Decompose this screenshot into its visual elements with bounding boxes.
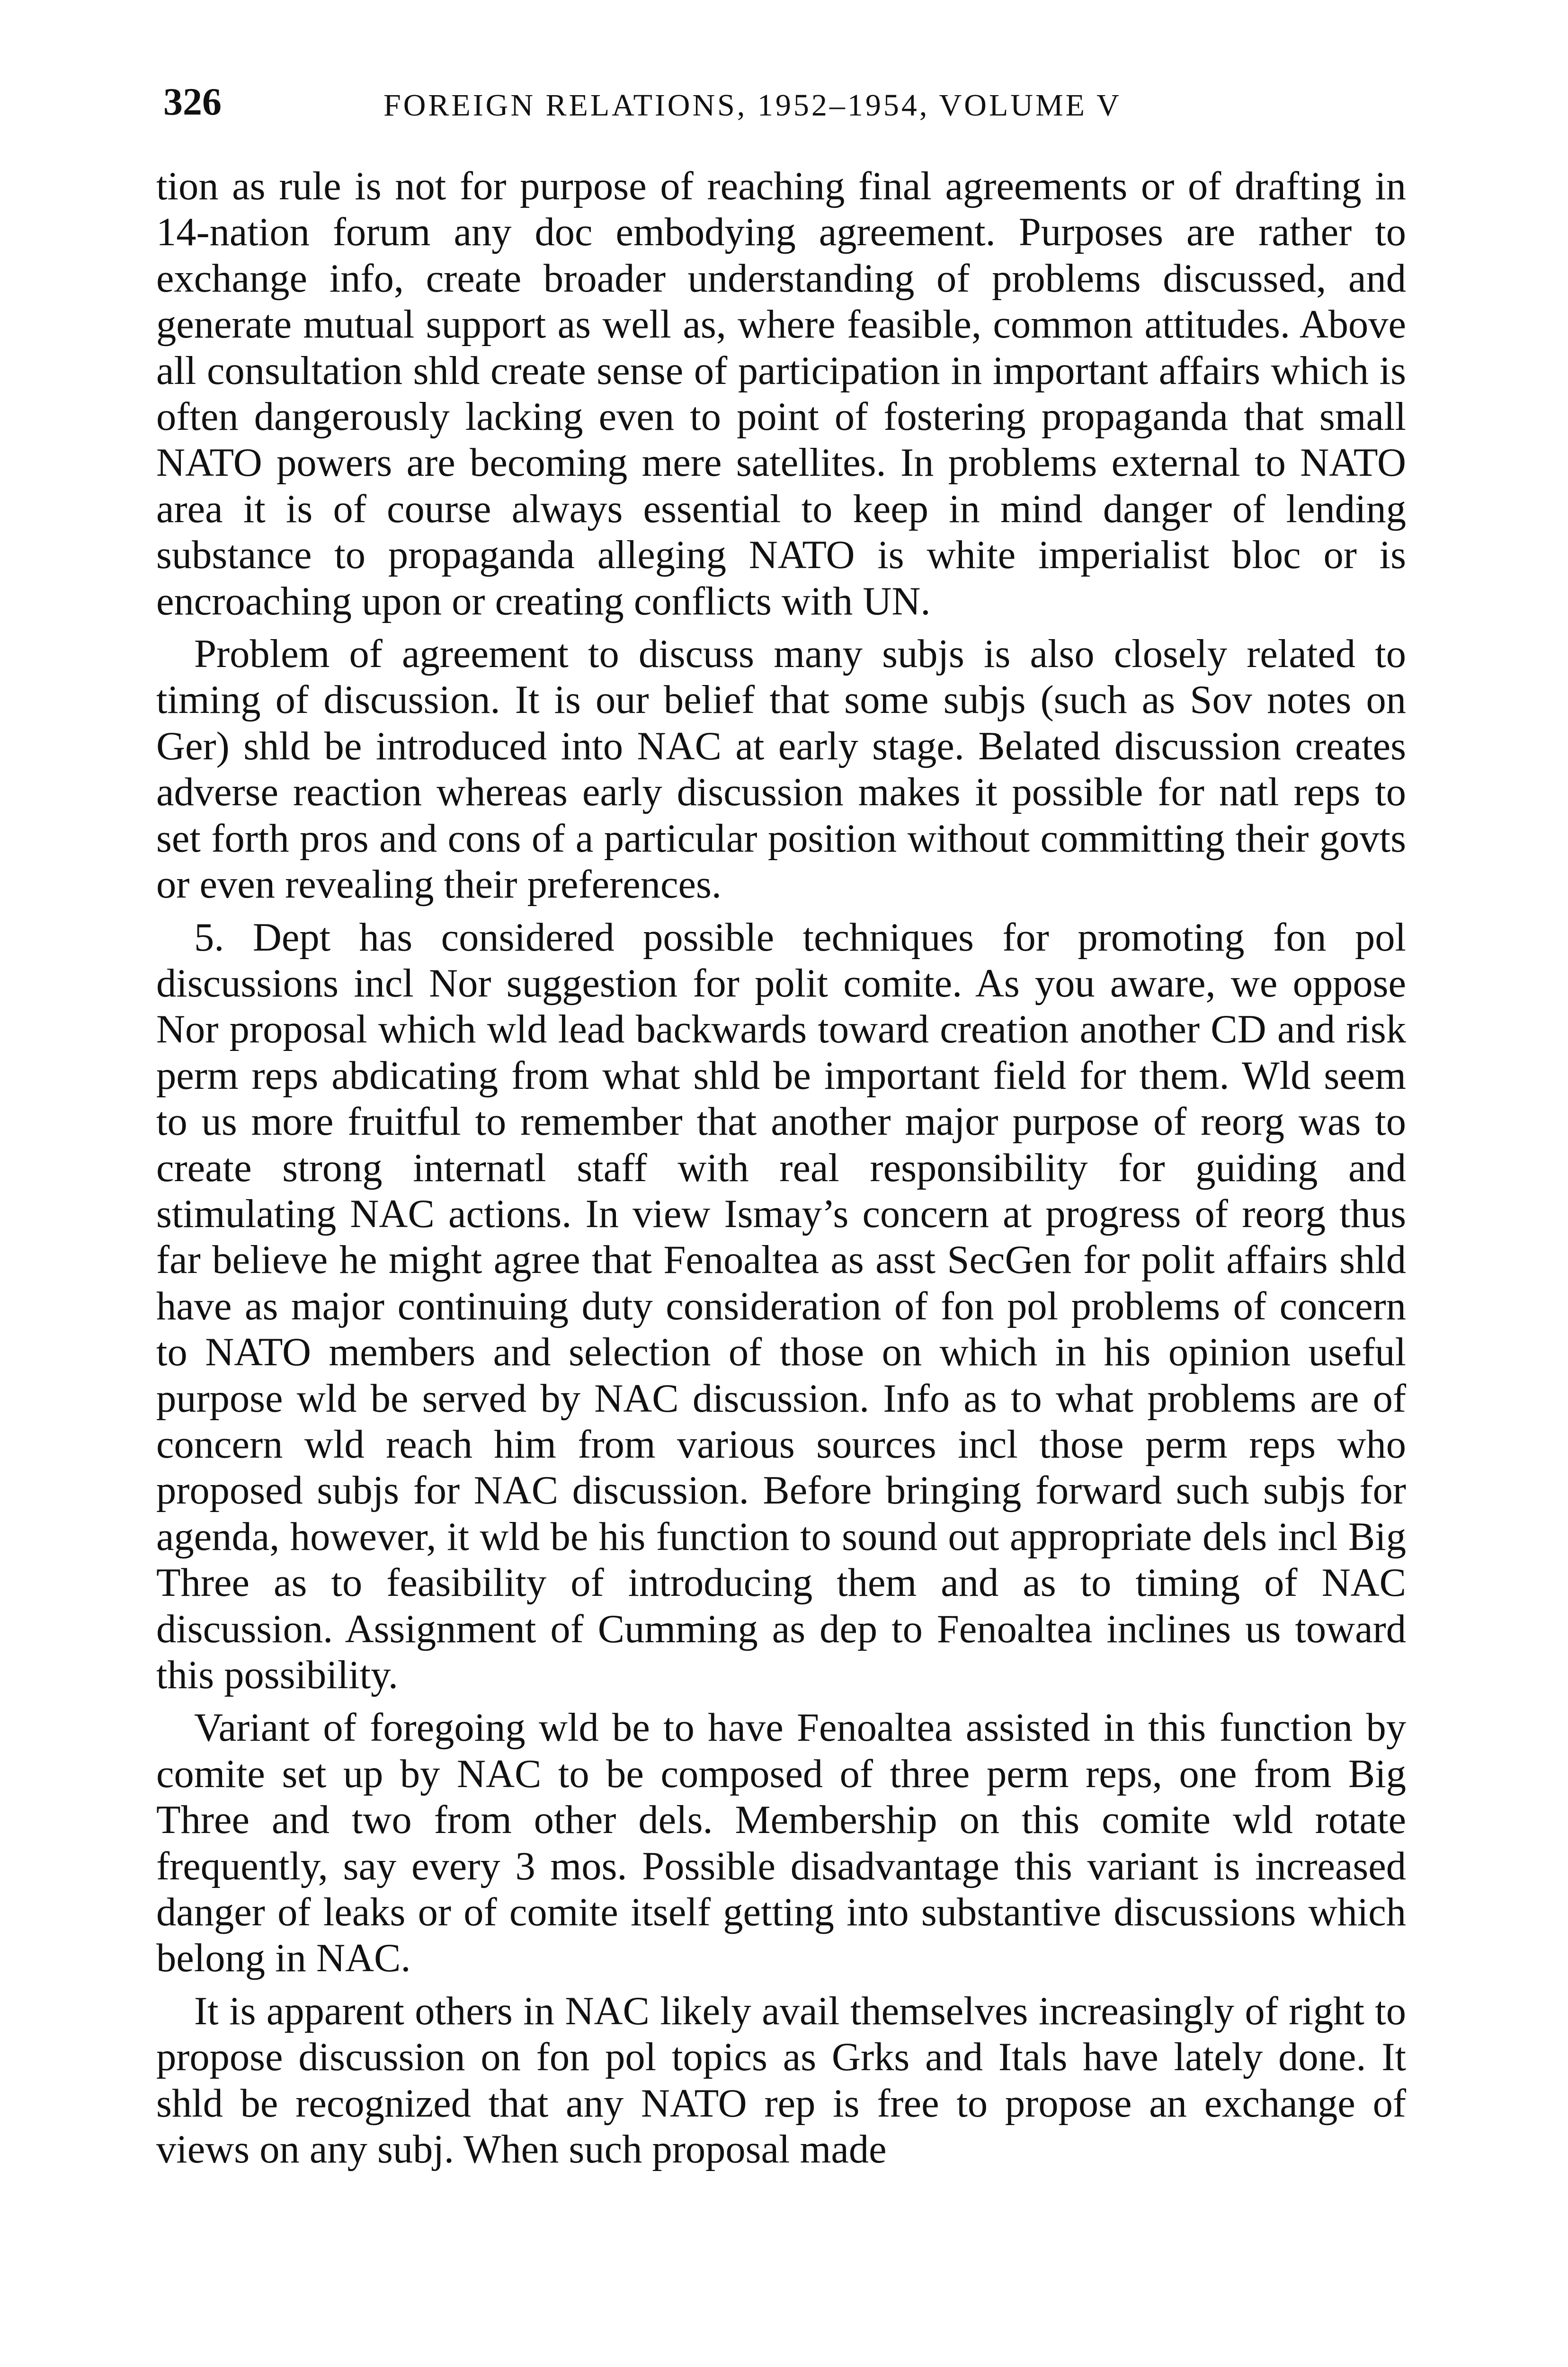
body-text <box>156 163 1406 2179</box>
paragraph-nac-topics: It is apparent others in NAC likely avail themselves increasingly of right to propose discussion on fon pol topics as Grks and Itals have lately done. It shld be recognized that any NATO rep is free to propose an exchange of views on any subj. When such proposal made <box>156 1989 1406 2172</box>
paragraph-continuation: tion as rule is not for purpose of reaching final agreements or of drafting in 14-nation forum any doc embodying agreement. Purposes are rather to exchange info, create broader understanding of problems discussed, and generate mutual support as well as, where feasible, common attitudes. Above all consultation shld create sense of participation in important affairs which is often dangerously lacking even to point of fostering propaganda that small NATO powers are becoming mere satellites. In problems external to NATO area it is of course always essential to keep in mind danger of lending substance to propaganda alleging NATO is white imperialist bloc or is encroaching upon or creating conflicts with UN. <box>156 164 1406 623</box>
paragraph-timing: Problem of agreement to discuss many subjs is also closely related to timing of discussion. It is our belief that some subjs (such as Sov notes on Ger) shld be introduced into NAC at early stage. Belated discussion creates adverse reaction whereas early discussion makes it possible for natl reps to set forth pros and cons of a particular position without committing their govts or even revealing their preferences. <box>156 632 1406 907</box>
paragraph-variant: Variant of foregoing wld be to have Fenoaltea assisted in this function by comite set up by NAC to be composed of three perm reps, one from Big Three and two from other dels. Membership on this comite wld rotate frequently, say every 3 mos. Possible disadvantage this variant is increased danger of leaks or of comite itself getting into substantive discussions which belong in NAC. <box>156 1706 1406 1981</box>
page-number: 326 <box>163 80 222 123</box>
paragraph-point-5: 5. Dept has considered possible techniques for promoting fon pol discussions incl Nor suggestion for polit comite. As you aware, we oppose Nor proposal which wld lead backwards toward creation another CD and risk perm reps abdicating from what shld be important field for them. Wld seem to us more fruitful to remember that another major purpose of reorg was to create strong internatl staff with real responsibility for guiding and stimulating NAC actions. In view Ismay’s concern at progress of reorg thus far believe he might agree that Fenoaltea as asst SecGen for polit affairs shld have as major continuing duty consideration of fon pol problems of concern to NATO members and selection of those on which in his opinion useful purpose wld be served by NAC discussion. Info as to what problems are of concern wld reach him from various sources incl those perm reps who proposed subjs for NAC discussion. Before bringing forward such subjs for agenda, however, it wld be his function to sound out appropriate dels incl Big Three as to feasibility of introducing them and as to timing of NAC discussion. Assignment of Cumming as dep to Fenoaltea inclines us toward this possibility. <box>156 915 1406 1697</box>
running-head: FOREIGN RELATIONS, 1952–1954, VOLUME V <box>383 88 1122 123</box>
page-header <box>163 76 1404 128</box>
